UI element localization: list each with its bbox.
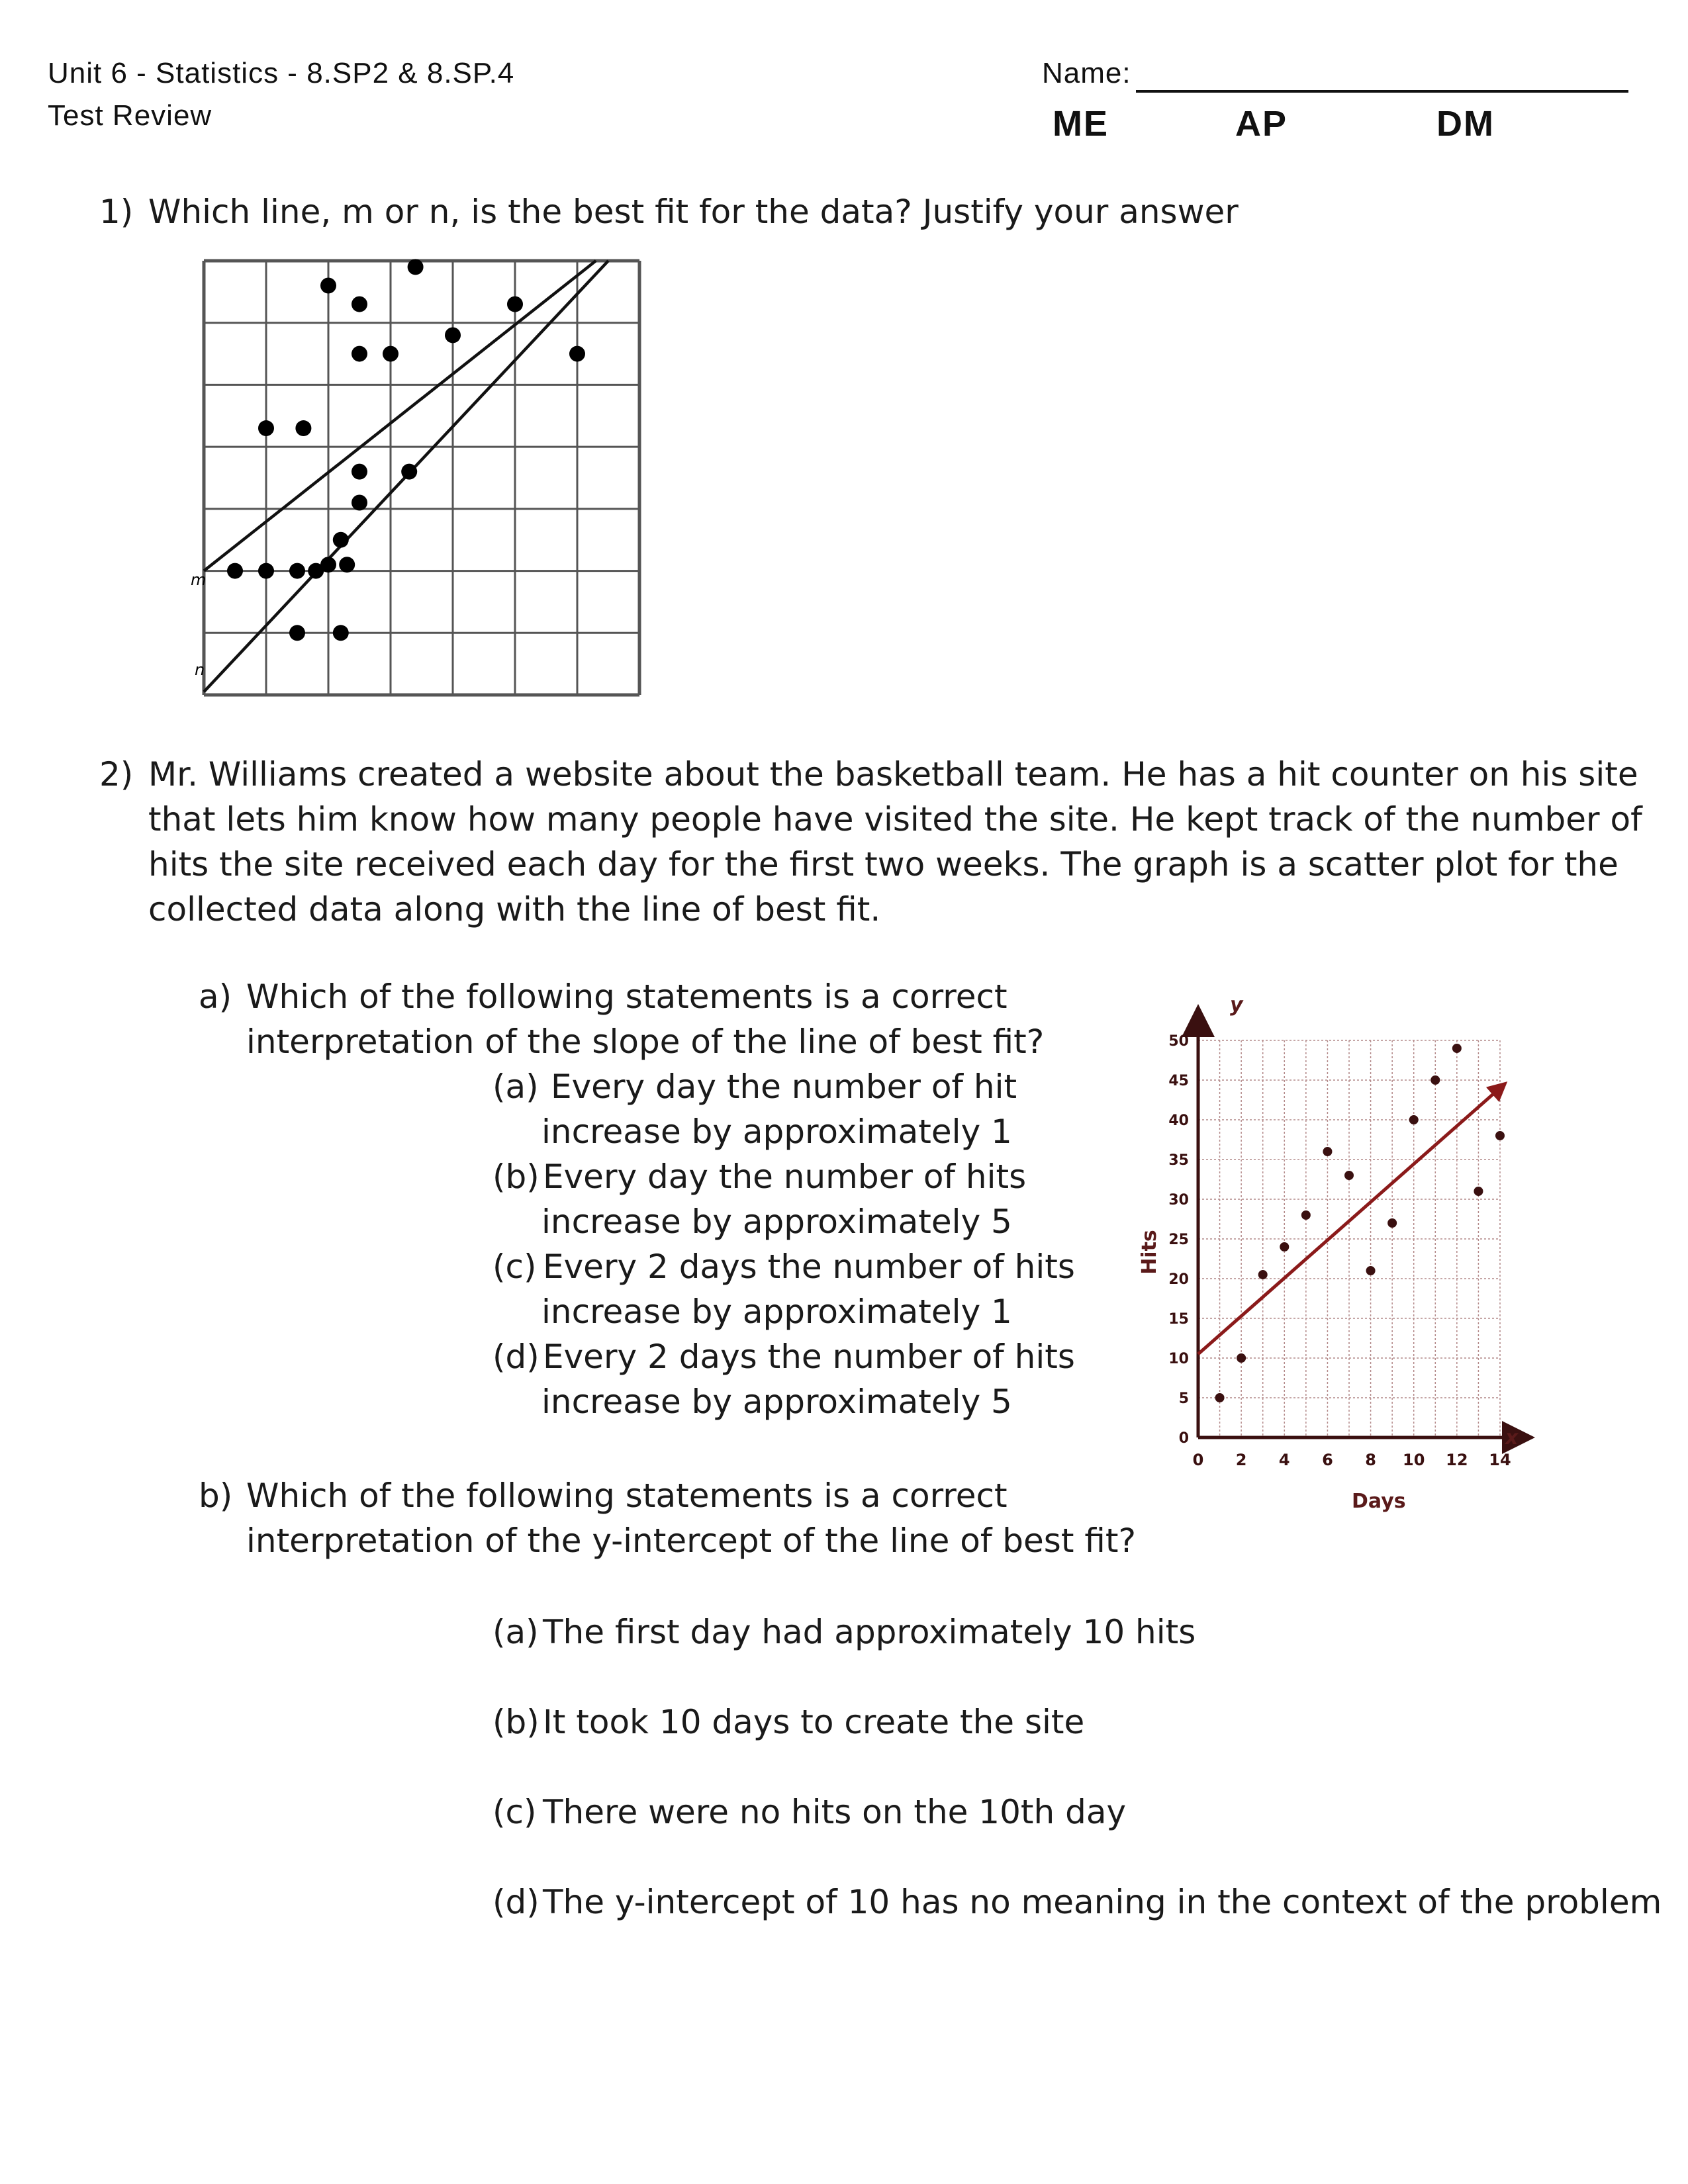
q1-points	[227, 259, 585, 641]
data-point	[333, 532, 349, 548]
q2b-option-c-text: There were no hits on the 10th day	[543, 1793, 1127, 1831]
q2b-line-2: interpretation of the y-intercept of the line of best fit?	[246, 1522, 1136, 1560]
hits-scatter-plot	[1119, 993, 1519, 1522]
q2a-option-b-letter: (b)	[492, 1158, 539, 1196]
y-tick-label: 0	[1178, 1430, 1189, 1447]
data-point	[1387, 1218, 1397, 1228]
q2-line-2: that lets him know how many people have visited the site. He kept track of the number of	[148, 800, 1642, 839]
q2a-option-d-line2: increase by approximately 5	[541, 1383, 1012, 1421]
y-axis-label: Hits	[1138, 1230, 1161, 1275]
level-me: ME	[1053, 104, 1109, 144]
hits-grid	[1198, 1040, 1500, 1437]
data-point	[320, 277, 336, 293]
q2-number: 2)	[99, 755, 134, 794]
data-point	[352, 494, 367, 510]
data-point	[289, 563, 305, 579]
data-point	[308, 563, 324, 579]
q2-line-1: Mr. Williams created a website about the basketball team. He has a hit counter on his site	[148, 755, 1638, 794]
q1-text: Which line, m or n, is the best fit for the data? Justify your answer	[148, 193, 1239, 231]
x-tick-label: 0	[1192, 1451, 1204, 1469]
y-tick-label: 15	[1168, 1311, 1189, 1328]
q2b-option-a-letter: (a)	[492, 1613, 539, 1651]
q1-grid	[204, 261, 639, 695]
data-point	[1215, 1393, 1225, 1402]
x-tick-label: 12	[1446, 1451, 1468, 1469]
data-point	[401, 464, 417, 480]
y-tick-label: 40	[1168, 1113, 1189, 1129]
name-label: Name:	[1042, 57, 1131, 89]
x-tick-label: 8	[1365, 1451, 1376, 1469]
q1-scatter-plot	[159, 251, 662, 715]
y-tick-label: 35	[1168, 1152, 1189, 1169]
data-point	[258, 420, 274, 436]
q2b-label: b)	[199, 1477, 233, 1515]
data-point	[1474, 1187, 1483, 1196]
q2b-line-1: Which of the following statements is a correct	[246, 1477, 1008, 1515]
data-point	[1301, 1210, 1311, 1220]
hits-points	[1215, 1044, 1505, 1402]
data-point	[507, 296, 523, 312]
data-point	[569, 346, 585, 362]
data-point	[339, 557, 355, 572]
data-point	[445, 327, 461, 343]
data-point	[1280, 1242, 1289, 1251]
data-point	[1344, 1171, 1354, 1180]
data-point	[295, 420, 311, 436]
x-axis-letter: x	[1505, 1426, 1519, 1449]
y-tick-label: 20	[1168, 1271, 1189, 1288]
data-point	[1495, 1131, 1505, 1140]
name-field[interactable]	[1136, 90, 1628, 93]
data-point	[1323, 1147, 1332, 1156]
x-tick-label: 14	[1489, 1451, 1511, 1469]
q2a-option-a-line1: Every day the number of hit	[551, 1068, 1017, 1106]
y-tick-label: 30	[1168, 1192, 1189, 1208]
q2b-option-b-text: It took 10 days to create the site	[543, 1703, 1085, 1741]
q2b-option-d-text: The y-intercept of 10 has no meaning in the context of the problem	[543, 1883, 1662, 1921]
data-point	[352, 464, 367, 480]
q2a-option-c-line2: increase by approximately 1	[541, 1293, 1012, 1331]
data-point	[352, 346, 367, 362]
q2a-option-c-letter: (c)	[492, 1248, 537, 1286]
data-point	[1452, 1044, 1462, 1053]
x-tick-label: 6	[1322, 1451, 1333, 1469]
data-point	[383, 346, 399, 362]
q2b-option-b-letter: (b)	[492, 1703, 539, 1741]
y-tick-label: 25	[1168, 1232, 1189, 1248]
data-point	[227, 563, 243, 579]
x-tick-label: 2	[1235, 1451, 1247, 1469]
y-tick-label: 5	[1178, 1390, 1189, 1407]
data-point	[352, 296, 367, 312]
data-point	[1366, 1266, 1376, 1275]
data-point	[258, 563, 274, 579]
data-point	[289, 625, 305, 641]
line-label-n: n	[195, 660, 205, 679]
q2a-option-c-line1: Every 2 days the number of hits	[543, 1248, 1075, 1286]
q2a-option-b-line1: Every day the number of hits	[543, 1158, 1027, 1196]
q2-line-3: hits the site received each day for the first two weeks. The graph is a scatter plot for the	[148, 845, 1618, 884]
q2b-option-a-text: The first day had approximately 10 hits	[543, 1613, 1196, 1651]
data-point	[1237, 1353, 1246, 1363]
q2a-option-d-line1: Every 2 days the number of hits	[543, 1338, 1075, 1376]
x-tick-label: 10	[1403, 1451, 1425, 1469]
y-tick-label: 10	[1168, 1351, 1189, 1367]
q2a-option-b-line2: increase by approximately 5	[541, 1203, 1012, 1241]
q2b-option-c-letter: (c)	[492, 1793, 537, 1831]
q1-number: 1)	[99, 193, 134, 231]
data-point	[408, 259, 424, 275]
unit-title: Unit 6 - Statistics - 8.SP2 & 8.SP.4	[48, 57, 515, 89]
q2a-option-d-letter: (d)	[492, 1338, 539, 1376]
hits-axes	[1198, 1021, 1519, 1437]
q2a-option-a-letter: (a)	[492, 1068, 539, 1106]
data-point	[333, 625, 349, 641]
level-dm: DM	[1436, 104, 1495, 144]
x-axis-label: Days	[1352, 1490, 1406, 1513]
data-point	[1409, 1115, 1419, 1124]
q2a-option-a-line2: increase by approximately 1	[541, 1113, 1012, 1151]
y-tick-label: 45	[1168, 1073, 1189, 1089]
y-axis-letter: y	[1230, 993, 1243, 1017]
test-subtitle: Test Review	[48, 99, 212, 132]
q2a-line-1: Which of the following statements is a correct	[246, 978, 1008, 1016]
y-tick-label: 50	[1168, 1033, 1189, 1050]
q2b-option-d-letter: (d)	[492, 1883, 539, 1921]
line-m	[204, 261, 596, 571]
q2a-line-2: interpretation of the slope of the line of best fit?	[246, 1023, 1045, 1061]
data-point	[1258, 1270, 1268, 1279]
x-tick-label: 4	[1278, 1451, 1290, 1469]
q2-line-4: collected data along with the line of best fit.	[148, 890, 881, 929]
q2a-label: a)	[199, 978, 232, 1016]
data-point	[1430, 1075, 1440, 1085]
line-label-m: m	[191, 570, 207, 589]
level-ap: AP	[1235, 104, 1288, 144]
